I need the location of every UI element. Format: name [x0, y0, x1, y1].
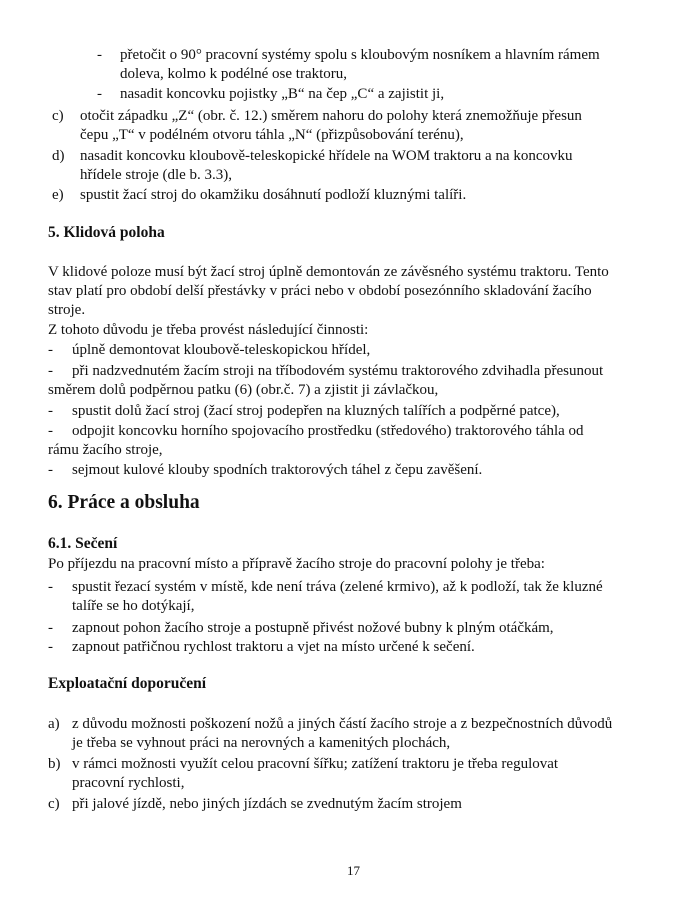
- list-item-line: nasadit koncovku kloubově-teleskopické hřídele na WOM traktoru a na koncovku: [80, 148, 573, 164]
- list-item-line: při nadzvednutém žacím stroji na tříbodovém systému traktorového zdvihadla přesunout: [72, 363, 604, 379]
- list-item-line: pracovní rychlosti,: [72, 775, 185, 791]
- bullet-dash: -: [48, 363, 53, 379]
- list-item-line: spustit dolů žací stroj (žací stroj podepřen na kluzných talířích a podpěrné patce),: [72, 403, 560, 419]
- paragraph-line: V klidové poloze musí být žací stroj úplně demontován ze závěsného systému traktoru. Tento: [48, 264, 609, 280]
- list-item-line: je třeba se vyhnout práci na nerovných a kamenitých plochách,: [72, 735, 451, 751]
- page-number: 17: [347, 863, 360, 878]
- list-item-line: zapnout pohon žacího stroje a postupně přivést nožové bubny k plným otáčkám,: [72, 620, 554, 636]
- list-item-line: otočit západku „Z“ (obr. č. 12.) směrem nahoru do polohy která znemožňuje přesun: [80, 108, 582, 124]
- list-item-line: zapnout patřičnou rychlost traktoru a vjet na místo určené k sečení.: [72, 639, 475, 655]
- bullet-dash: -: [48, 342, 53, 358]
- paragraph-line: Z tohoto důvodu je třeba provést následující činnosti:: [48, 322, 369, 338]
- list-item-line: odpojit koncovku horního spojovacího prostředku (středového) traktorového táhla od: [72, 423, 584, 439]
- section-heading: 6. Práce a obsluha: [48, 492, 200, 513]
- bullet-dash: -: [48, 403, 53, 419]
- bullet-dash: -: [48, 423, 53, 439]
- list-marker: a): [48, 716, 60, 732]
- paragraph-line: stav platí pro období delší přestávky v práci nebo v období posezónního skladování žacího: [48, 283, 592, 299]
- bullet-dash: -: [48, 462, 53, 478]
- list-item-line: doleva, kolmo k podélné ose traktoru,: [120, 66, 348, 82]
- section-heading: Exploatační doporučení: [48, 675, 207, 692]
- bullet-dash: -: [97, 47, 102, 63]
- paragraph-line: stroje.: [48, 302, 86, 318]
- list-marker: c): [52, 108, 64, 124]
- list-item-line: při jalové jízdě, nebo jiných jízdách se zvednutým žacím strojem: [72, 796, 462, 812]
- section-heading: 5. Klidová poloha: [48, 224, 165, 241]
- list-item-line: z důvodu možnosti poškození nožů a jiných částí žacího stroje a z bezpečnostních důvodů: [72, 716, 613, 732]
- list-item-line: přetočit o 90° pracovní systémy spolu s kloubovým nosníkem a hlavním rámem: [120, 47, 600, 63]
- list-item-line: nasadit koncovku pojistky „B“ na čep „C“ a zajistit ji,: [120, 86, 445, 102]
- list-marker: b): [48, 756, 61, 772]
- list-marker: d): [52, 148, 65, 164]
- list-item-line: čepu „T“ v podélném otvoru táhla „N“ (přizpůsobování terénu),: [80, 127, 464, 143]
- list-item-line: hřídele stroje (dle b. 3.3),: [80, 167, 233, 183]
- bullet-dash: -: [48, 579, 53, 595]
- list-item-line: směrem dolů podpěrnou patku (6) (obr.č. 7) a zjistit ji závlačkou,: [48, 382, 439, 398]
- list-item-line: talíře se ho dotýkají,: [72, 598, 195, 614]
- bullet-dash: -: [48, 639, 53, 655]
- list-marker: c): [48, 796, 60, 812]
- bullet-dash: -: [97, 86, 102, 102]
- subsection-heading: 6.1. Sečení: [48, 535, 118, 552]
- list-item-line: rámu žacího stroje,: [48, 442, 163, 458]
- paragraph-line: Po příjezdu na pracovní místo a přípravě žacího stroje do pracovní polohy je třeba:: [48, 556, 545, 572]
- list-item-line: spustit žací stroj do okamžiku dosáhnutí podloží kluznými talíři.: [80, 187, 467, 203]
- list-item-line: sejmout kulové klouby spodních traktorových táhel z čepu zavěšení.: [72, 462, 483, 478]
- bullet-dash: -: [48, 620, 53, 636]
- list-marker: e): [52, 187, 64, 203]
- list-item-line: úplně demontovat kloubově-teleskopickou hřídel,: [72, 342, 371, 358]
- list-item-line: spustit řezací systém v místě, kde není tráva (zelené krmivo), až k podloží, tak že kluzné: [72, 579, 603, 595]
- list-item-line: v rámci možnosti využít celou pracovní šířku; zatížení traktoru je třeba regulovat: [72, 756, 559, 772]
